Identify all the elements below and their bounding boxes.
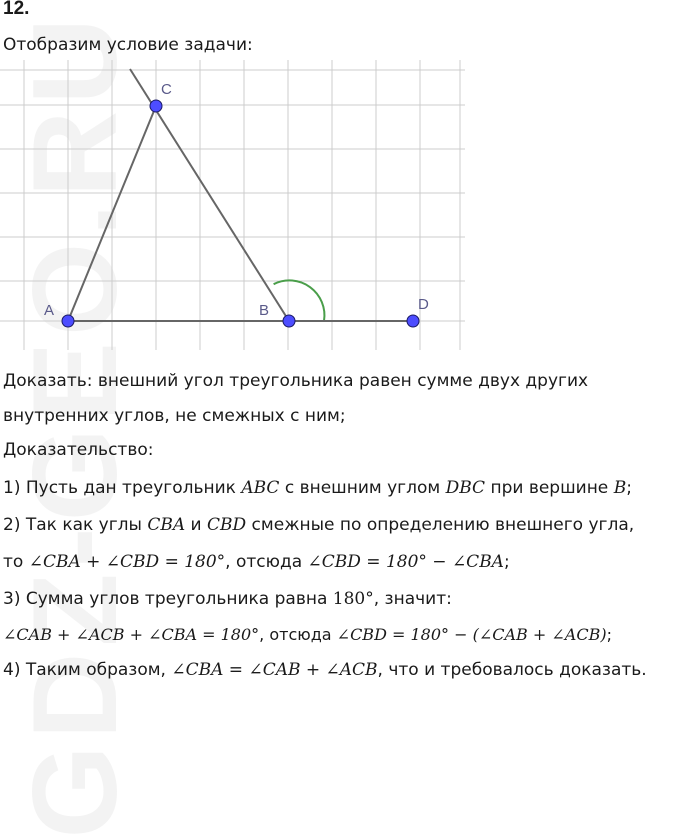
- step1-exterior-angle: DBC: [445, 478, 486, 498]
- step1-text-a: 1) Пусть дан треугольник: [3, 478, 242, 498]
- prove-statement-line-1: Доказать: внешний угол треугольника равен сумме двух других: [3, 371, 589, 391]
- label-b: B: [259, 302, 270, 319]
- proof-step-3-formula: [3, 624, 612, 646]
- step3b-text-d: ;: [606, 625, 612, 644]
- point-b: [283, 315, 295, 327]
- exterior-angle-arc: [274, 280, 325, 321]
- triangle-figure: [0, 60, 480, 352]
- step2-text-a: 2) Так как углы: [3, 515, 148, 535]
- step1-text-c: с внешним углом: [279, 478, 446, 498]
- prove-statement-line-2: внутренних углов, не смежных с ним;: [3, 406, 346, 426]
- proof-step-4: [3, 659, 647, 681]
- step3b-text-b: , отсюда: [259, 625, 337, 644]
- step3-text-c: , значит:: [373, 589, 452, 609]
- step2-angle-cba: CBA: [147, 515, 186, 535]
- grid: [0, 60, 465, 350]
- step1-text-g: ;: [626, 478, 632, 498]
- step3-value: 180°: [332, 589, 374, 609]
- proof-step-2-formula: [3, 551, 510, 573]
- label-a: A: [44, 302, 55, 319]
- step1-vertex: B: [613, 478, 627, 498]
- point-a: [62, 315, 74, 327]
- step3b-equation-2: ∠CBD = 180° − (∠CAB + ∠ACB): [336, 625, 607, 644]
- proof-step-2: [3, 514, 634, 536]
- label-d: D: [418, 296, 429, 313]
- step1-triangle: ABC: [241, 478, 280, 498]
- step2-angle-cbd: CBD: [207, 515, 247, 535]
- proof-heading: Доказательство:: [3, 440, 154, 460]
- step1-text-e: при вершине: [485, 478, 614, 498]
- step3-text-a: 3) Сумма углов треугольника равна: [3, 589, 333, 609]
- point-c: [150, 100, 162, 112]
- label-c: C: [161, 81, 172, 98]
- problem-number: 12.: [3, 0, 30, 19]
- step4-equation: ∠CBA = ∠CAB + ∠ACB: [171, 660, 378, 680]
- proof-step-3: [3, 588, 452, 610]
- step3b-equation-1: ∠CAB + ∠ACB + ∠CBA = 180°: [3, 625, 260, 644]
- proof-step-1: [3, 477, 632, 499]
- intro-text: Отобразим условие задачи:: [3, 35, 253, 55]
- step2b-equation-2: ∠CBD = 180° − ∠CBA: [307, 552, 504, 572]
- step2b-text-e: ;: [503, 552, 510, 572]
- point-d: [407, 315, 419, 327]
- step4-text-c: , что и требовалось доказать.: [377, 660, 647, 680]
- step2-text-e: смежные по определению внешнего угла,: [246, 515, 635, 535]
- step4-text-a: 4) Таким образом,: [3, 660, 172, 680]
- step2-text-c: и: [185, 515, 208, 535]
- step2b-text-c: , отсюда: [225, 552, 308, 572]
- step2b-equation-1: ∠CBA + ∠CBD = 180°: [28, 552, 226, 572]
- step2b-text-a: то: [3, 552, 29, 572]
